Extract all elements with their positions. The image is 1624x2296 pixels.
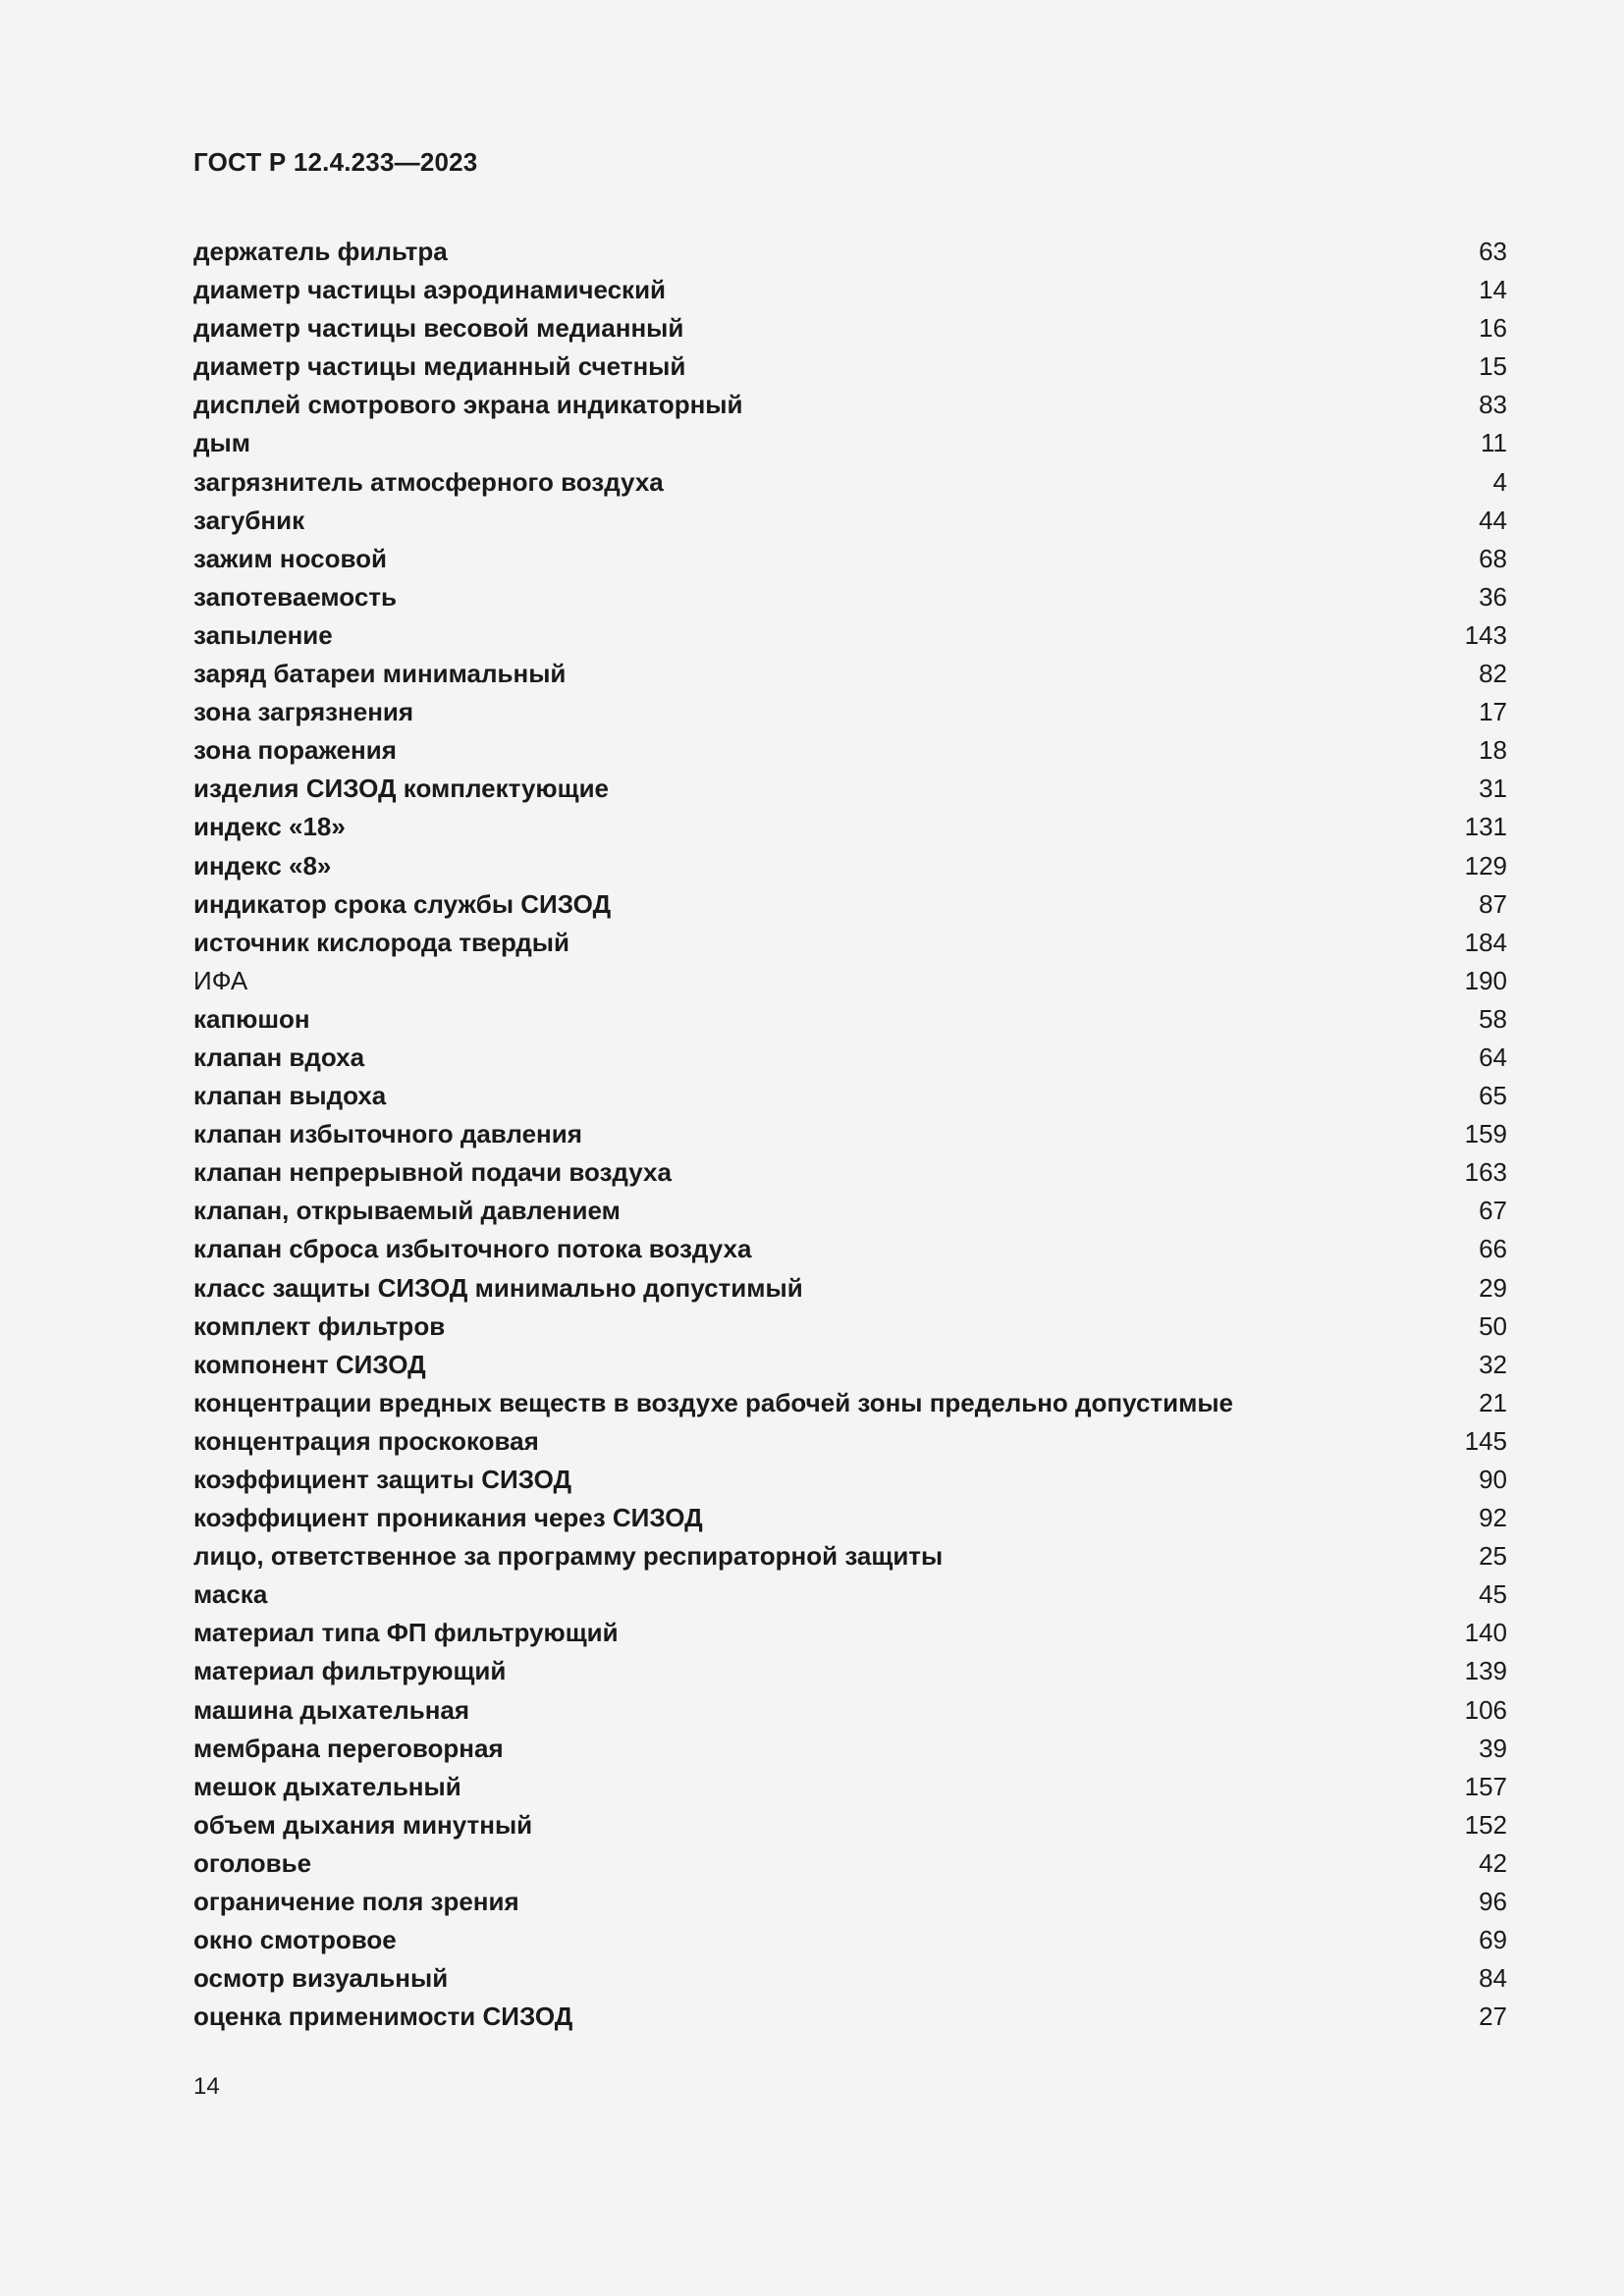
index-page-ref: 67	[1479, 1196, 1507, 1226]
index-page-ref: 96	[1479, 1887, 1507, 1917]
index-term: загубник	[193, 505, 305, 535]
index-entry	[193, 1115, 1507, 1153]
index-term: клапан вдоха	[193, 1041, 365, 1072]
index-page-ref: 69	[1479, 1925, 1507, 1955]
index-entry	[193, 1768, 1507, 1806]
index-entry	[193, 1691, 1507, 1730]
index-entry	[193, 1883, 1507, 1921]
index-term: зажим носовой	[193, 543, 388, 573]
index-term: индекс «18»	[193, 812, 346, 842]
index-term: машина дыхательная	[193, 1694, 470, 1725]
index-term: клапан непрерывной подачи воздуха	[193, 1157, 672, 1188]
index-page-ref: 18	[1479, 735, 1507, 766]
index-term: запыление	[193, 619, 333, 650]
index-page-ref: 42	[1479, 1847, 1507, 1878]
index-page-ref: 87	[1479, 888, 1507, 919]
index-entry	[193, 1806, 1507, 1844]
index-term: зона поражения	[193, 735, 397, 766]
index-term: мембрана переговорная	[193, 1733, 504, 1763]
index-page-ref: 106	[1464, 1694, 1507, 1725]
index-page-ref: 139	[1464, 1656, 1507, 1686]
index-entry	[193, 1153, 1507, 1192]
index-term: маска	[193, 1579, 268, 1610]
index-page-ref: 145	[1464, 1425, 1507, 1456]
index-entry	[193, 1844, 1507, 1883]
index-entry	[193, 1039, 1507, 1077]
index-entry	[193, 655, 1507, 693]
index-term: материал типа ФП фильтрующий	[193, 1618, 619, 1648]
index-term: клапан выдоха	[193, 1081, 387, 1111]
index-entry	[193, 1192, 1507, 1230]
index-entry	[193, 1308, 1507, 1346]
index-page-ref: 184	[1464, 927, 1507, 957]
alphabetical-index	[193, 233, 1507, 2036]
index-term: индикатор срока службы СИЗОД	[193, 888, 612, 919]
index-entry	[193, 1269, 1507, 1308]
index-page-ref: 190	[1464, 965, 1507, 995]
index-entry	[193, 1422, 1507, 1461]
index-entry	[193, 1230, 1507, 1268]
index-page-ref: 50	[1479, 1310, 1507, 1341]
index-term: лицо, ответственное за программу респираторной защиты	[193, 1541, 944, 1572]
index-term: комплект фильтров	[193, 1310, 446, 1341]
index-term: индекс «8»	[193, 850, 332, 881]
index-entry	[193, 463, 1507, 502]
index-page-ref: 32	[1479, 1349, 1507, 1379]
index-page-ref: 15	[1479, 351, 1507, 382]
index-term: класс защиты СИЗОД минимально допустимый	[193, 1272, 803, 1303]
index-entry	[193, 885, 1507, 924]
index-term: концентрация проскоковая	[193, 1425, 539, 1456]
document-header: ГОСТ Р 12.4.233—2023	[193, 147, 478, 177]
index-page-ref: 65	[1479, 1081, 1507, 1111]
index-entry	[193, 1614, 1507, 1652]
index-entry	[193, 770, 1507, 808]
index-page-ref: 45	[1479, 1579, 1507, 1610]
index-term: компонент СИЗОД	[193, 1349, 426, 1379]
index-page-ref: 16	[1479, 313, 1507, 344]
index-term: заряд батареи минимальный	[193, 659, 567, 689]
index-page-ref: 27	[1479, 2002, 1507, 2032]
index-page-ref: 31	[1479, 774, 1507, 804]
index-entry	[193, 1537, 1507, 1575]
index-entry	[193, 1652, 1507, 1690]
index-term: концентрации вредных веществ в воздухе рабочей зоны предельно допустимые	[193, 1387, 1234, 1417]
index-page-ref: 157	[1464, 1771, 1507, 1801]
index-term: диаметр частицы медианный счетный	[193, 351, 686, 382]
page-number: 14	[193, 2073, 220, 2100]
index-term: источник кислорода твердый	[193, 927, 569, 957]
index-term: осмотр визуальный	[193, 1963, 449, 1994]
index-page-ref: 90	[1479, 1465, 1507, 1494]
index-entry	[193, 962, 1507, 1000]
index-entry	[193, 693, 1507, 731]
index-entry	[193, 309, 1507, 347]
index-page-ref: 63	[1479, 237, 1507, 266]
index-term: зона загрязнения	[193, 697, 414, 727]
index-term: запотеваемость	[193, 581, 397, 612]
index-term: изделия СИЗОД комплектующие	[193, 774, 610, 804]
index-page-ref: 152	[1464, 1809, 1507, 1840]
index-page-ref: 68	[1479, 543, 1507, 573]
index-page-ref: 140	[1464, 1618, 1507, 1648]
index-page-ref: 92	[1479, 1503, 1507, 1533]
index-page-ref: 39	[1479, 1733, 1507, 1763]
index-entry	[193, 808, 1507, 846]
index-term: диаметр частицы аэродинамический	[193, 275, 667, 305]
index-page-ref: 64	[1479, 1041, 1507, 1072]
index-page-ref: 58	[1479, 1003, 1507, 1034]
index-term: коэффициент защиты СИЗОД	[193, 1465, 572, 1494]
index-entry	[193, 1499, 1507, 1537]
index-term: клапан, открываемый давлением	[193, 1196, 621, 1226]
index-entry	[193, 578, 1507, 616]
index-page-ref: 83	[1479, 390, 1507, 420]
index-term: диаметр частицы весовой медианный	[193, 313, 684, 344]
index-term: коэффициент проникания через СИЗОД	[193, 1503, 703, 1533]
index-page-ref: 143	[1464, 619, 1507, 650]
index-page-ref: 17	[1479, 697, 1507, 727]
index-term: загрязнитель атмосферного воздуха	[193, 466, 664, 497]
index-term: держатель фильтра	[193, 237, 448, 266]
index-entry	[193, 1077, 1507, 1115]
index-page-ref: 82	[1479, 659, 1507, 689]
index-page-ref: 14	[1479, 275, 1507, 305]
index-page-ref: 25	[1479, 1541, 1507, 1572]
index-entry	[193, 1346, 1507, 1384]
index-term: оценка применимости СИЗОД	[193, 2002, 573, 2032]
index-entry	[193, 616, 1507, 655]
index-term: клапан избыточного давления	[193, 1119, 582, 1149]
index-entry	[193, 1998, 1507, 2036]
index-term: окно смотровое	[193, 1925, 397, 1955]
index-term: капюшон	[193, 1003, 310, 1034]
index-term: мешок дыхательный	[193, 1771, 461, 1801]
index-entry	[193, 1384, 1507, 1422]
index-term: клапан сброса избыточного потока воздуха	[193, 1234, 752, 1264]
index-term: ИФА	[193, 965, 248, 995]
index-page-ref: 163	[1464, 1157, 1507, 1188]
index-page-ref: 129	[1464, 850, 1507, 881]
index-entry	[193, 502, 1507, 540]
index-term: дым	[193, 428, 250, 458]
index-page-ref: 36	[1479, 581, 1507, 612]
index-entry	[193, 1461, 1507, 1499]
index-page-ref: 11	[1481, 428, 1507, 458]
index-entry	[193, 1000, 1507, 1039]
index-entry	[193, 847, 1507, 885]
index-entry	[193, 540, 1507, 578]
index-page-ref: 29	[1479, 1272, 1507, 1303]
index-entry	[193, 1921, 1507, 1959]
index-term: материал фильтрующий	[193, 1656, 507, 1686]
index-entry	[193, 731, 1507, 770]
index-entry	[193, 386, 1507, 424]
index-term: оголовье	[193, 1847, 312, 1878]
index-entry	[193, 1730, 1507, 1768]
index-entry	[193, 271, 1507, 309]
index-page-ref: 21	[1479, 1387, 1507, 1417]
index-page-ref: 4	[1492, 466, 1507, 497]
index-entry	[193, 924, 1507, 962]
index-page-ref: 44	[1479, 505, 1507, 535]
index-entry	[193, 424, 1507, 462]
index-page-ref: 84	[1479, 1963, 1507, 1994]
index-entry	[193, 233, 1507, 271]
index-term: ограничение поля зрения	[193, 1887, 519, 1917]
index-term: дисплей смотрового экрана индикаторный	[193, 390, 743, 420]
index-page-ref: 131	[1464, 812, 1507, 842]
index-entry	[193, 347, 1507, 386]
index-entry	[193, 1959, 1507, 1998]
index-page-ref: 66	[1479, 1234, 1507, 1264]
index-term: объем дыхания минутный	[193, 1809, 533, 1840]
index-page-ref: 159	[1464, 1119, 1507, 1149]
index-entry	[193, 1575, 1507, 1614]
